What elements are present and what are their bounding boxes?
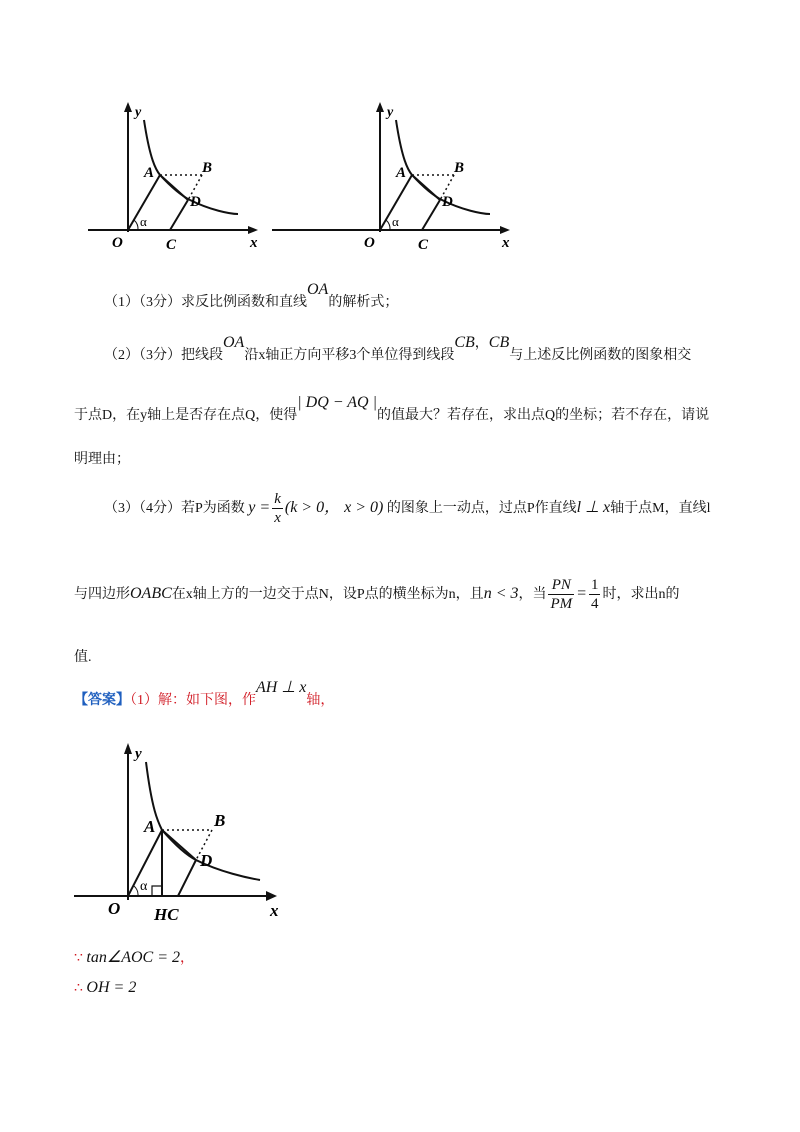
question-2-line-1: （2）（3分）把线段OA沿x轴正方向平移3个单位得到线段CB，CB与上述反比例函数的图象相交: [104, 334, 692, 363]
answer-step-2: ∴ OH = 2: [74, 979, 137, 996]
label-x: x: [502, 235, 510, 251]
label-d: D: [200, 851, 213, 870]
question-2-line-3: 明理由；: [74, 452, 130, 467]
label-a: A: [396, 165, 407, 181]
label-b: B: [454, 160, 465, 176]
label-b: B: [202, 160, 213, 176]
label-alpha: α: [392, 214, 399, 229]
answer-tag: 【答案】: [74, 693, 130, 708]
label-hc: HC: [154, 905, 179, 924]
question-3-line-2: 与四边形OABC在x轴上方的一边交于点N，设P点的横坐标为n，且n < 3，当 $\frac{PN}{PM}$ = $\frac{1}{4}$ 时，求出n的: [74, 577, 680, 613]
label-x: x: [250, 235, 258, 251]
label-o: O: [112, 235, 123, 251]
label-a: A: [144, 165, 155, 181]
label-d: D: [442, 194, 453, 210]
value-fraction: $\frac{1}{4}$: [590, 577, 599, 613]
label-y: y: [387, 105, 394, 120]
figure-3: [70, 740, 290, 925]
figure-2: [272, 100, 522, 255]
question-2-line-2: 于点D，在y轴上是否存在点Q，使得| DQ − AQ |的值最大？若存在，求出点Q的坐标；若不存在，请说: [74, 394, 710, 423]
answer-step-1: ∵ tan∠AOC = 2，: [74, 949, 195, 966]
question-3-line-1: （3）（4分）若P为函数 y = $\frac{k}{x}$ (k > 0， x > 0) 的图象上一动点，过点P作直线l ⊥ x轴于点M，直线l: [104, 491, 711, 527]
function-fraction: $\frac{k}{x}$: [274, 491, 281, 527]
label-b: B: [214, 811, 226, 830]
label-alpha: α: [140, 879, 148, 894]
label-c: C: [418, 237, 429, 253]
label-x: x: [270, 901, 279, 920]
label-o: O: [108, 899, 121, 918]
label-a: A: [144, 817, 156, 836]
label-o: O: [364, 235, 375, 251]
label-c: C: [166, 237, 177, 253]
label-alpha: α: [140, 214, 147, 229]
question-3-line-3: 值.: [74, 650, 92, 665]
label-y: y: [135, 105, 142, 120]
label-d: D: [190, 194, 201, 210]
answer-line: 【答案】（1）解：如下图，作AH ⊥ x轴，: [74, 679, 335, 708]
ratio-fraction: $\frac{PN}{PM}$: [550, 577, 573, 613]
figure-1: [80, 100, 270, 255]
label-y: y: [135, 746, 142, 762]
question-1: （1）（3分）求反比例函数和直线OA的解析式；: [104, 281, 399, 310]
